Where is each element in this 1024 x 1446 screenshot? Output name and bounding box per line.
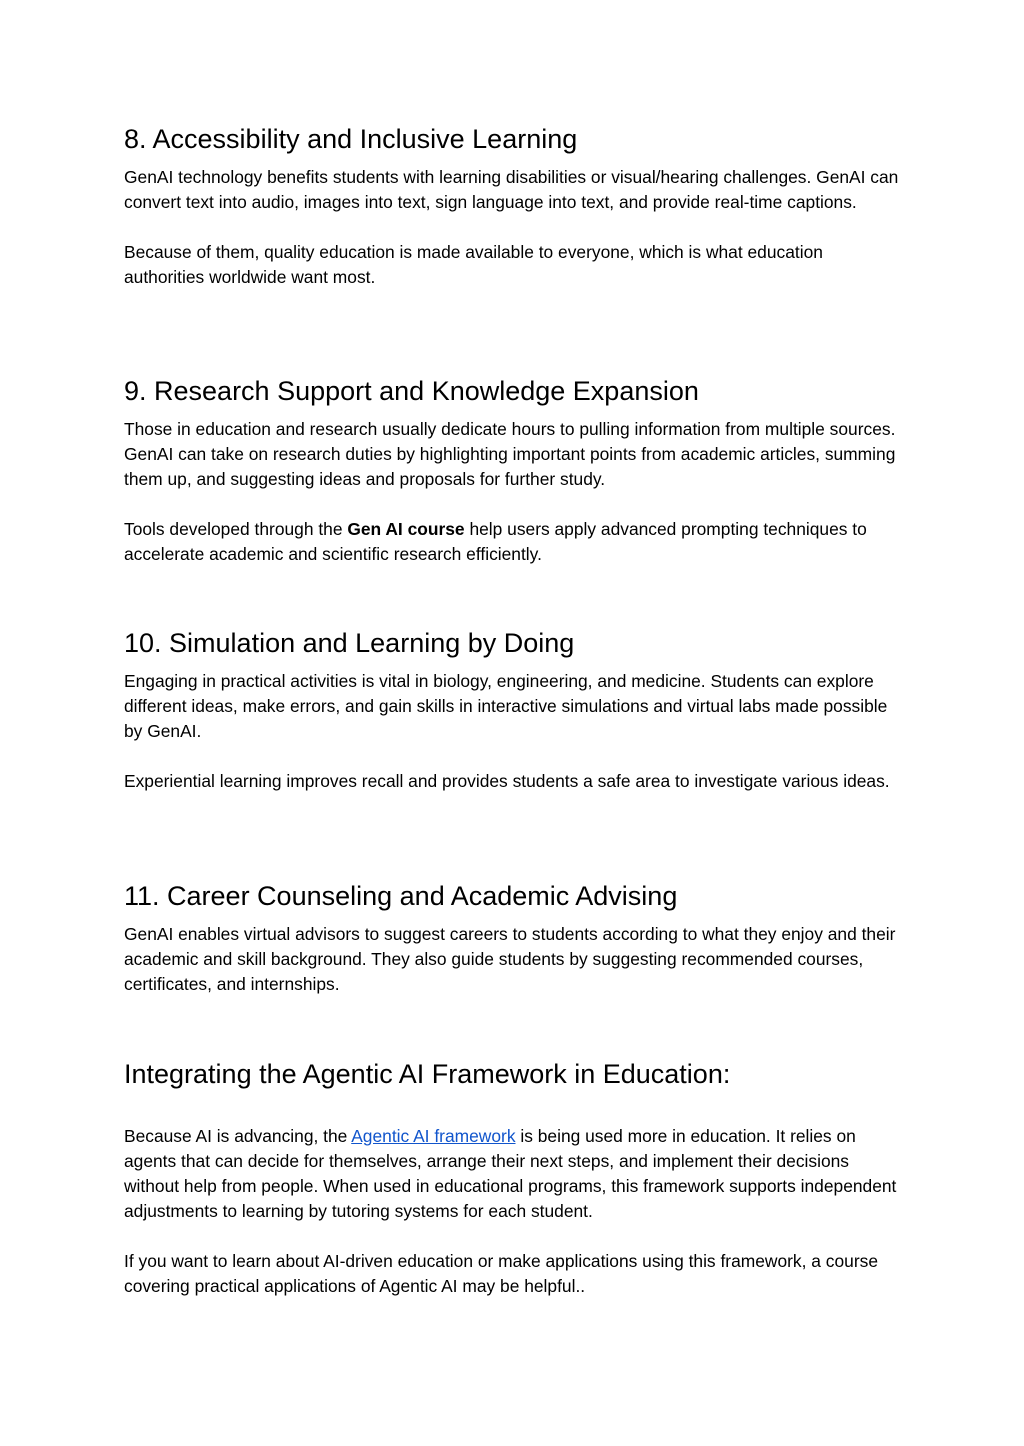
agentic-ai-framework-link[interactable]: Agentic AI framework bbox=[351, 1126, 516, 1146]
section-paragraph: Those in education and research usually dedicate hours to pulling information from multiple sources. GenAI can take on research duties by highlighting important points from academic articles, summing them up, and suggesting ideas and proposals for further study. bbox=[124, 419, 896, 489]
section-paragraph: GenAI enables virtual advisors to suggest careers to students according to what they enjoy and their academic and skill background. They also guide students by suggesting recommended courses, certificates, and internships. bbox=[124, 924, 896, 994]
section-agentic-ai bbox=[124, 1058, 904, 1299]
paragraph-text: Because AI is advancing, the bbox=[124, 1126, 352, 1146]
section-career-counseling bbox=[124, 880, 904, 997]
section-paragraph: Experiential learning improves recall and provides students a safe area to investigate various ideas. bbox=[124, 771, 890, 791]
section-simulation bbox=[124, 627, 904, 794]
section-paragraph: GenAI technology benefits students with learning disabilities or visual/hearing challenges. GenAI can convert text into audio, images into text, sign language into text, and provide real-time captions. bbox=[124, 167, 899, 212]
section-heading: Integrating the Agentic AI Framework in Education: bbox=[124, 1059, 731, 1089]
section-accessibility bbox=[124, 123, 904, 290]
section-heading: 11. Career Counseling and Academic Advising bbox=[124, 881, 678, 911]
paragraph-text: is being used more in education. It relies on agents that can decide for themselves, arrange their next steps, and implement their decisions without help from people. When used in educational programs, this framework supports independent adjustments to learning by tutoring systems for each student. bbox=[124, 1126, 897, 1221]
section-heading: 8. Accessibility and Inclusive Learning bbox=[124, 124, 578, 154]
section-paragraph bbox=[124, 517, 904, 567]
paragraph-text: Tools developed through the bbox=[124, 519, 348, 539]
section-heading: 9. Research Support and Knowledge Expansion bbox=[124, 376, 699, 406]
paragraph-text: help users apply advanced prompting techniques to accelerate academic and scientific research efficiently. bbox=[124, 519, 867, 564]
section-research-support bbox=[124, 375, 904, 567]
bold-term-gen-ai-course: Gen AI course bbox=[347, 519, 465, 539]
section-heading: 10. Simulation and Learning by Doing bbox=[124, 628, 575, 658]
section-paragraph: Because of them, quality education is made available to everyone, which is what education authorities worldwide want most. bbox=[124, 242, 823, 287]
section-paragraph bbox=[124, 1124, 904, 1224]
section-paragraph: If you want to learn about AI-driven education or make applications using this framework, a course covering practical applications of Agentic AI may be helpful.. bbox=[124, 1251, 878, 1296]
section-paragraph: Engaging in practical activities is vital in biology, engineering, and medicine. Students can explore different ideas, make errors, and gain skills in interactive simulations and virtual labs made possible by GenAI. bbox=[124, 671, 888, 741]
